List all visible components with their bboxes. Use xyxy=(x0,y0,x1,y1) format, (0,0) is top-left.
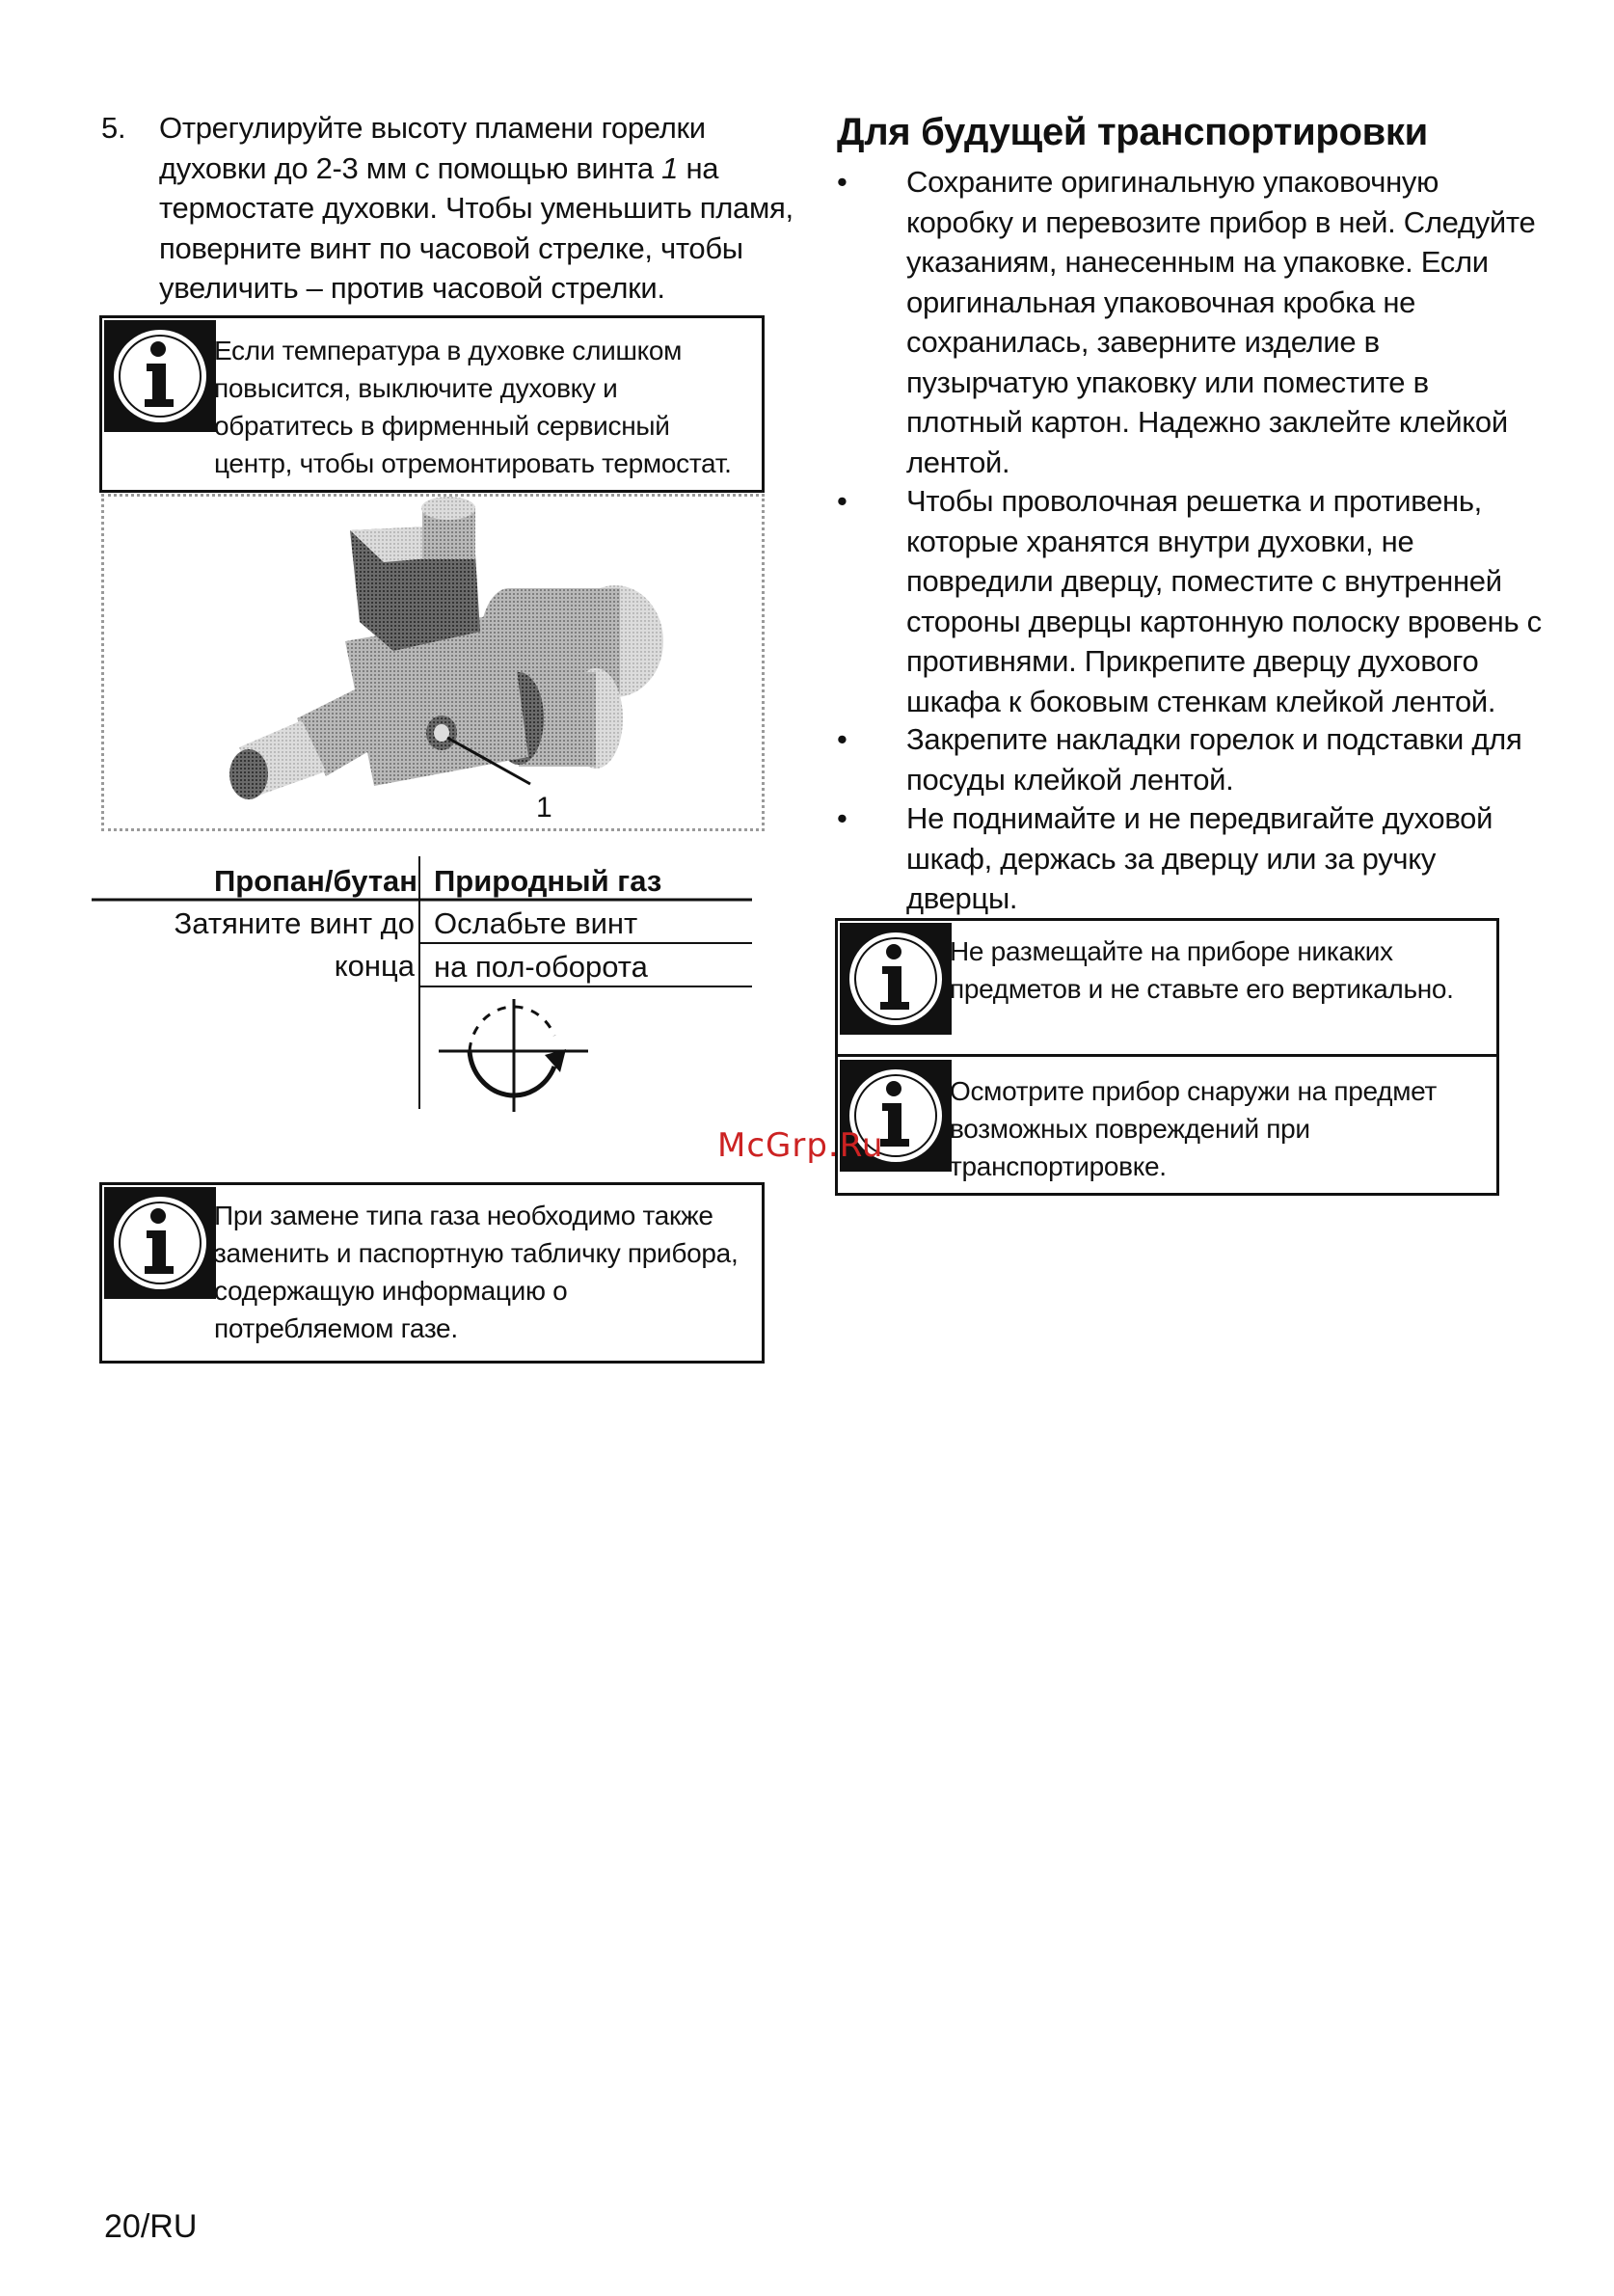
info-icon xyxy=(840,923,952,1035)
step-number: 5. xyxy=(101,111,126,145)
step-text-part1: Отрегулируйте высоту пламени горелки духовки до 2-3 мм с помощью винта xyxy=(159,111,706,185)
note-text-inspect: Осмотрите прибор снаружи на предмет возможных повреждений при транспортировке. xyxy=(950,1076,1438,1181)
info-note-transport xyxy=(835,918,1499,1196)
natural-gas-instruction-line1: Ослабьте винт xyxy=(434,906,638,940)
note-text-placement: Не размещайте на приборе никаких предметов и не ставьте его вертикально. xyxy=(950,936,1454,1004)
propane-instruction-line1: Затяните винт до xyxy=(174,906,415,940)
note-text: Если температура в духовке слишком повысится, выключите духовку и обратитесь в фирменный сервисный центр, чтобы отремонтировать термостат. xyxy=(214,336,732,478)
bullet-text: Закрепите накладки горелок и подставки для посуды клейкой лентой. xyxy=(906,722,1522,797)
half-turn-rotation-icon xyxy=(429,991,603,1117)
col-header-natural-gas: Природный газ xyxy=(434,864,662,898)
natural-gas-instruction-line2: на пол-оборота xyxy=(434,950,648,984)
bullet-marker: • xyxy=(837,165,847,199)
bullet-text: Сохраните оригинальную упаковочную коробку и перевозите прибор в ней. Следуйте указаниям, нанесенным на упаковке. Если оригинальная упаковочная кробка не сохранилась, заверните изделие в пузырчатую упаковку или поместите в плотный картон. Надежно заклейте клейкой лентой. xyxy=(906,165,1536,479)
note-divider xyxy=(838,1054,1496,1057)
bullet-text: Не поднимайте и не передвигайте духовой шкаф, держась за дверцу или за ручку дверцы. xyxy=(906,801,1493,915)
info-icon xyxy=(104,320,216,432)
watermark: McGrp.Ru xyxy=(717,1126,884,1165)
bullet-marker: • xyxy=(837,801,847,835)
propane-instruction-line2: конца xyxy=(334,949,415,983)
thermostat-valve-figure xyxy=(101,494,765,831)
bullet-marker: • xyxy=(837,484,847,518)
figure-callout-1: 1 xyxy=(536,792,552,824)
bullet-text: Чтобы проволочная решетка и противень, которые хранятся внутри духовки, не повредили дверцу, поместите с внутренней стороны дверцы картонную полоску вровень с противнями. Прикрепите дверцу духового шкафа к боковым стенкам клейкой лентой. xyxy=(906,484,1542,718)
step-text-part2: на термостате духовки. Чтобы уменьшить пламя, поверните винт по часовой стрелке, чтобы увеличить – против часовой стрелки. xyxy=(159,150,794,305)
info-icon xyxy=(104,1187,216,1299)
bullet-marker: • xyxy=(837,722,847,756)
col-header-propane: Пропан/бутан xyxy=(214,864,417,898)
section-heading-transport: Для будущей транспортировки xyxy=(837,111,1428,153)
step-text xyxy=(159,108,805,309)
page-number: 20/RU xyxy=(104,2208,198,2245)
info-note-thermostat xyxy=(99,315,765,493)
info-note-gas-plate xyxy=(99,1182,765,1364)
note-text: При замене типа газа необходимо также заменить и паспортную табличку прибора, содержащую информацию о потребляемом газе. xyxy=(214,1201,739,1343)
gas-table xyxy=(92,856,757,1117)
screw-reference: 1 xyxy=(661,150,679,185)
valve-illustration xyxy=(104,497,762,828)
